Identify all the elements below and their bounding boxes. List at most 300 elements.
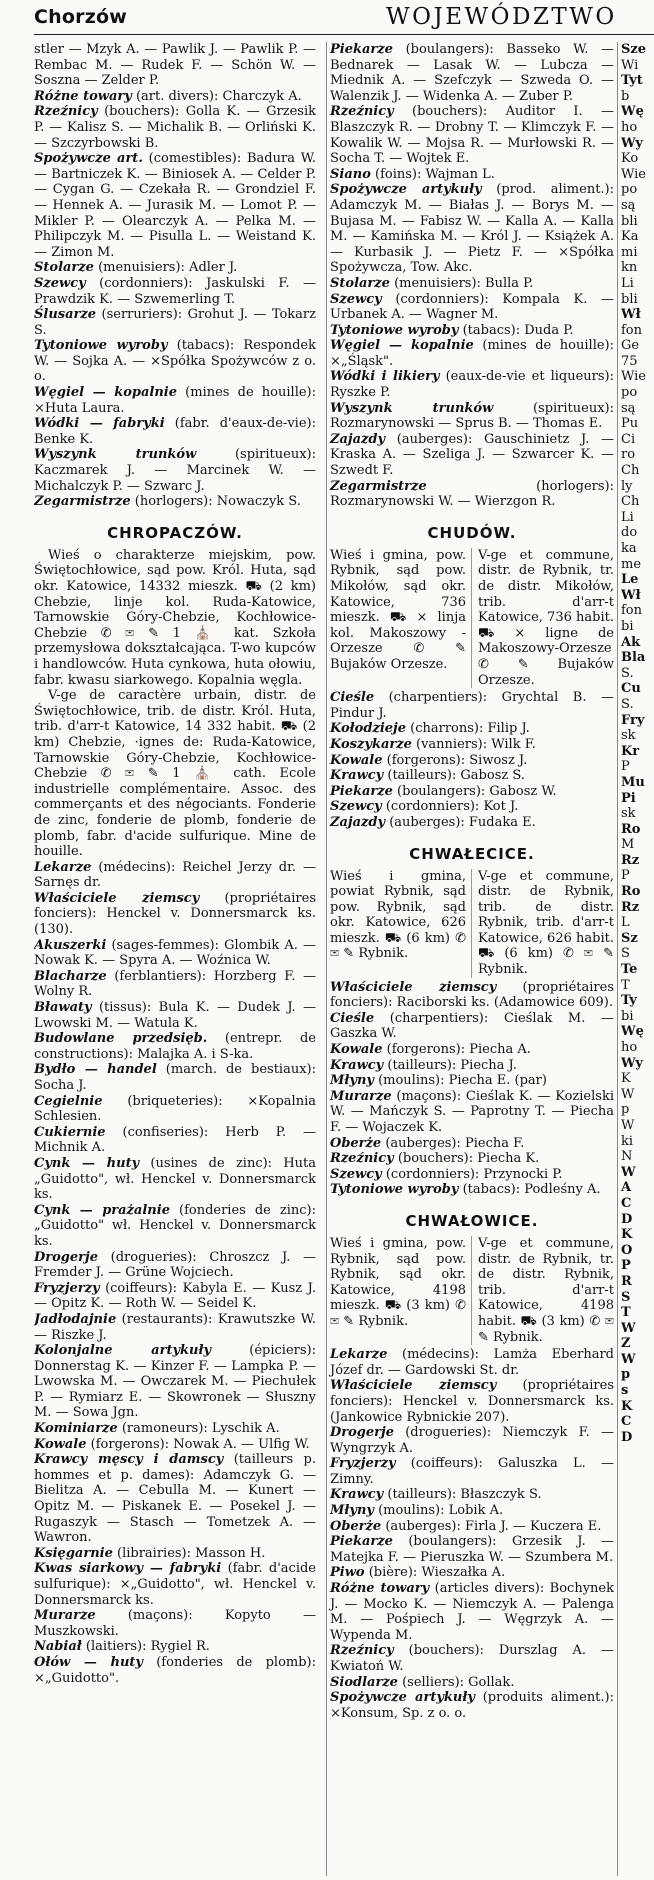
entry-category: Szewcy (34, 275, 86, 291)
entry-text: (médecins): Reichel Jerzy dr. — Sarnęs dr. (34, 859, 316, 891)
entry-category: Siodlarze (330, 1674, 398, 1690)
entry-text: (articles divers): Bochynek J. — Mocko K. — Niemczyk A. — Palenga M. — Pośpiech J. — Węgrzyk A. — Wypenda M. (330, 1581, 614, 1643)
entry-category: Tytoniowe wyroby (34, 338, 168, 354)
directory-entry (330, 1487, 614, 1503)
entry-text: (épiciers): Donnerstag K. — Kinzer F. — Lampka P. — Lwowska M. — Owczarek M. — Piechułek P. — Rymiarz E. — Skowronek — Słuszny M. — Sowa Jgn. (34, 1343, 316, 1421)
entry-category: Węgiel — kopalnie (330, 338, 474, 354)
directory-entry (34, 494, 316, 510)
entry-text: (march. de bestiaux): Socha J. (34, 1062, 316, 1093)
entry-category: Krawcy męscy i damscy (34, 1452, 224, 1468)
directory-entry (330, 768, 614, 784)
entry-category: Rzeźnicy (330, 1151, 394, 1167)
entry-category: Stolarze (330, 275, 390, 291)
entry-category: Krawcy (330, 1487, 384, 1503)
cut-off-fragment: Rz (621, 899, 640, 915)
cut-off-fragment: sk (621, 806, 636, 822)
entry-text: (fonderies de plomb): ×„Guidotto". (34, 1654, 316, 1686)
directory-entry (330, 1675, 614, 1691)
cut-off-fragment: Kr (621, 743, 640, 759)
entry-text: (foins): Wajman L. (370, 166, 495, 182)
entry-category: Kowale (330, 752, 383, 768)
entry-text: (briqueteries): ×Kopalnia Schlesien. (34, 1093, 316, 1125)
directory-entry (34, 1156, 316, 1203)
directory-entry (330, 1167, 614, 1183)
entry-category: Kolonjalne artykuły (34, 1343, 212, 1359)
cut-off-fragment: K (621, 1398, 633, 1414)
entry-text: (bouchers): Golla K. — Grzesik P. — Kalisz S. — Michalik B. — Orliński K. — Szczyrbowski B. (34, 104, 316, 151)
cut-off-fragment: T (621, 1305, 631, 1321)
cut-off-fragment: O (621, 1242, 633, 1258)
cut-off-fragment: po (621, 385, 638, 401)
entry-category: Różne towary (330, 1581, 430, 1597)
directory-entry (330, 690, 614, 721)
cut-off-fragment: Wi (621, 57, 639, 73)
directory-entry (34, 447, 316, 494)
cut-off-fragment: Bla (621, 650, 646, 666)
directory-entry (34, 385, 316, 416)
locality-description: V-ge de caractère urbain, distr. de Świętochłowice, trib. de distr. Król. Huta, trib. d'arr-t Katowice, 14 332 habit. ⛟ (2 km) Chebzie, ·ignes de: Ruda-Katowice, Tarnowskie Góry-Chebzie, Kochłowice-Chebzie ✆ ✉ ✎ 1 ⛪ cath. Ecole industrielle complémentaire. Assoc. des commerçants et des négociants. Fonderie de zinc, fonderie de plomb, fonderie de plomb, fabr. d'acide sulfurique. Mine de houille. (34, 688, 316, 860)
cut-off-fragment: kn (621, 260, 638, 276)
cut-off-fragment: sk (621, 728, 636, 744)
entry-category: Zajazdy (330, 814, 386, 830)
entry-category: Piekarze (330, 1534, 393, 1550)
cut-off-fragment: są (621, 400, 636, 416)
cut-off-fragment: są (621, 197, 636, 213)
entry-text: (boulangers): Basseko W. — Bednarek — Lasak W. — Lubcza — Miednik A. — Szefczyk — Szweda O. — Walenzik J. — Widenka A. — Zuber P. (330, 42, 614, 104)
entry-category: Cieśle (330, 1010, 375, 1026)
cut-off-fragment: R (621, 1273, 632, 1289)
directory-entry (330, 1378, 614, 1425)
directory-entry (330, 1042, 614, 1058)
entry-category: Szewcy (330, 291, 382, 307)
directory-entry (330, 292, 614, 323)
entry-category: Krawcy (330, 1057, 384, 1073)
cut-off-fragment: S (621, 1289, 631, 1305)
directory-entry (34, 1000, 316, 1031)
cut-off-fragment: P (621, 1258, 631, 1274)
entry-category: Tytoniowe wyroby (330, 1182, 459, 1198)
entry-text: (librairies): Masson H. (112, 1545, 266, 1561)
entry-category: Budowlane przedsięb. (34, 1031, 208, 1047)
directory-entry (34, 260, 316, 276)
cut-off-fragment: po (621, 182, 638, 198)
cut-off-fragment: Ko (621, 151, 639, 167)
cut-off-fragment: b (621, 88, 630, 104)
entry-text: stler — Mzyk A. — Pawlik J. — Pawlik P. — Rembac M. — Rudek F. — Schön W. — Soszna — Zelder P. (34, 42, 316, 89)
locality-heading: CHUDÓW. (427, 523, 517, 542)
entry-category: Wyszynk trunków (330, 400, 494, 416)
entry-category: Zegarmistrze (330, 478, 427, 494)
cut-off-fragment: C (621, 1414, 632, 1430)
cut-off-fragment: s (621, 1383, 629, 1399)
cut-off-fragment: Wy (621, 1055, 643, 1071)
entry-category: Fryzjerzy (330, 1456, 396, 1472)
entry-text: (charpentiers): Cieślak M. — Gaszka W. (330, 1010, 614, 1042)
entry-text: (menuisiers): Adler J. (93, 260, 238, 276)
directory-entry (330, 721, 614, 737)
description-polish: Wieś i gmina, pow. Rybnik, sąd pow. Rybnik, sąd okr. Katowice, 4198 mieszk. ⛟ (3 km) ✆ ✉ ✎ Rybnik. (330, 1236, 472, 1345)
entry-category: Stolarze (34, 260, 94, 276)
entry-text: (tabacs): Respondek W. — Sojka A. — ×Spółka Spożywców z o. o. (34, 338, 316, 385)
entry-text: (forgerons): Siwosz J. (382, 752, 528, 768)
entry-text: (auberges): Piecha F. (381, 1135, 525, 1151)
directory-entry (330, 1151, 614, 1167)
entry-text: (usines de zinc): Huta „Guidotto", wł. Henckel v. Donnersmarck ks. (34, 1155, 316, 1203)
entry-text: (fonderies de zinc): „Guidotto" wł. Henckel v. Donnersmarck ks. (34, 1202, 316, 1249)
cut-off-fragment: Cu (621, 681, 641, 697)
cut-off-fragment: ka (621, 541, 637, 556)
entry-category: Zegarmistrze (34, 494, 131, 510)
directory-entry (330, 369, 614, 400)
entry-category: Rzeźnicy (330, 1643, 394, 1659)
entry-category: Cukiernie (34, 1124, 106, 1140)
cut-off-fragment: Wę (621, 1024, 644, 1040)
entry-text: (mines de houille): ×Huta Laura. (34, 385, 316, 416)
cut-off-fragment: T (621, 977, 630, 993)
cut-off-fragment: ki (621, 1133, 634, 1149)
directory-entry (330, 1456, 614, 1487)
entry-category: Kwas siarkowy — fabryki (34, 1561, 222, 1577)
entry-category: Murarze (330, 1088, 392, 1104)
locality-description: Wieś o charakterze miejskim, pow. Świętochłowice, sąd pow. Król. Huta, sąd okr. Katowice, 14332 mieszk. ⛟ (2 km) Chebzie, linje kol. Ruda-Katowice, Tarnowskie Góry-Chebzie, Kochłowice-Chebzie ✆ ✉ ✎ 1 ⛪ kat. Szkoła przemysłowa dokształcająca. T-wo kupców i handlowców. Huta cynkowa, huta ołowiu, fabr. kwasu siarkowego. Kopalnia węgla. (34, 547, 316, 688)
directory-entry (34, 860, 316, 891)
entry-category: Młyny (330, 1073, 374, 1089)
entry-category: Lekarze (34, 859, 92, 875)
cut-off-fragment: N (621, 1149, 633, 1165)
entry-text: (spiritueux): Rozmarynowski — Sprus B. — Thomas E. (330, 400, 614, 432)
directory-entry (330, 167, 614, 183)
description-french: V-ge et commune, distr. de Rybnik, tr. de distr. Mikołów, trib. d'arr-t Katowice, 736 habit. ⛟ × ligne de Makoszowy-Orzesze ✆ ✎ Bujaków Orzesze. (478, 547, 614, 688)
entry-category: Wyszynk trunków (34, 447, 197, 463)
cut-off-fragment: ro (621, 447, 636, 463)
cut-off-fragment: W (621, 1086, 635, 1102)
entry-text: (cordonniers): Kompala K. — Urbanek A. — Wagner M. (330, 291, 614, 323)
directory-entry (330, 1425, 614, 1456)
cut-off-fragment: Ty (621, 993, 637, 1009)
entry-text: (tailleurs): Gabosz S. (383, 768, 525, 784)
cut-off-fragment: Li (621, 275, 634, 291)
entry-text: (médecins): Lamża Eberhard Józef dr. — Gardowski St. dr. (330, 1347, 614, 1378)
directory-entry (330, 1503, 614, 1519)
column-left (34, 42, 316, 1876)
entry-category: Właściciele ziemscy (330, 979, 497, 995)
cut-off-fragment: D (621, 1429, 633, 1445)
directory-entry (330, 1347, 614, 1378)
directory-entry (330, 401, 614, 432)
entry-text: (forgerons): Nowak A. — Ulfig W. (86, 1436, 310, 1452)
cut-off-fragment: Tyt (621, 73, 643, 89)
entry-text: (auberges): Gauschinietz J. — Kraska A. — Szeliga J. — Szwarcer K. — Szwedt F. (330, 431, 614, 479)
cut-off-fragment: Rz (621, 852, 640, 868)
entry-text: (ferblantiers): Horzberg F. — Wolny R. (34, 968, 316, 1000)
cut-off-fragment: D (621, 1211, 633, 1227)
entry-text: (serruriers): Grohut J. — Tokarz S. (34, 307, 316, 338)
entry-text: (propriétaires fonciers): Henckel v. Donnersmarck ks. (130). (34, 890, 316, 938)
entry-text: (fabr. d'acide sulfurique): ×„Guidotto", wł. Henckel v. Donnersmarck ks. (34, 1561, 316, 1608)
entry-text: (moulins): Lobik A. (373, 1503, 504, 1519)
entry-text: (charpentiers): Grychtal B. — Pindur J. (330, 690, 614, 721)
entry-text: (moulins): Piecha E. (par) (373, 1073, 547, 1089)
cut-off-fragment: Le (621, 572, 639, 588)
entry-text: (tailleurs): Błaszczyk S. (383, 1487, 542, 1503)
entry-category: Spożywcze art. (34, 151, 143, 167)
directory-entry (330, 323, 614, 339)
cut-off-fragment: p (621, 1102, 630, 1118)
cut-off-fragment: P (621, 868, 630, 884)
cut-off-fragment: bli (621, 291, 638, 307)
entry-category: Różne towary (34, 88, 132, 104)
entry-text: (laitiers): Rygiel R. (81, 1639, 210, 1655)
directory-entry (330, 432, 614, 479)
directory-entry (34, 1437, 316, 1453)
entry-text: (boulangers): Grzesik J. — Matejka F. — Pieruszka W. — Szumbera M. (330, 1534, 614, 1565)
entry-category: Bławaty (34, 1000, 92, 1016)
entry-category: Ołów — huty (34, 1654, 143, 1670)
cut-off-fragment: Ro (621, 884, 641, 900)
cut-off-fragment: Wie (621, 369, 646, 385)
entry-category: Rzeźnicy (330, 104, 394, 120)
directory-entry (330, 784, 614, 800)
entry-text: (charrons): Filip J. (406, 721, 530, 737)
entry-category: Spożywcze artykuły (330, 182, 482, 198)
directory-entry (34, 1452, 316, 1546)
entry-text: (tailleurs p. hommes et p. dames): Adamczyk G. — Bielitza A. — Cebulla M. — Kunert — Opitz M. — Piskanek E. — Posekel J. — Rugaszyk — Stasch — Tometzek A. — Wawron. (34, 1452, 316, 1546)
directory-entry (34, 151, 316, 260)
locality-description-bilingual (330, 1236, 614, 1345)
cut-off-fragment: A (621, 1180, 632, 1196)
entry-text: (comestibles): Badura W. — Bartniczek K. — Biniosek A. — Celder P. — Cygan G. — Czekała R. — Grondziel F. — Hennek A. — Jurasik M. — Lomot P. — Mikler P. — Olearczyk A. — Pelka M. — Philipczyk M. — Pisulla L. — Weistand K. — Zimon M. (34, 151, 316, 260)
directory-entry (330, 1073, 614, 1089)
directory-entry (34, 1312, 316, 1343)
entry-text: (entrepr. de constructions): Malajka A. i S-ka. (34, 1031, 316, 1062)
entry-category: Szewcy (330, 799, 382, 815)
entry-category: Węgiel — kopalnie (34, 385, 178, 401)
directory-entry (330, 42, 614, 104)
entry-text: (selliers): Gollak. (397, 1674, 515, 1690)
cut-off-fragment: do (621, 525, 638, 541)
directory-entry (34, 891, 316, 938)
description-polish: Wieś i gmina, powiat Rybnik, sąd pow. Rybnik, sąd okr. Katowice, 626 mieszk. ⛟ (6 km) ✆ ✉ ✎ Rybnik. (330, 869, 472, 978)
entry-text: (produits aliment.): ×Konsum, Sp. z o. o. (330, 1690, 614, 1721)
entry-text: (prod. aliment.): Adamczyk M. — Białas J. — Borys M. — Bujasa M. — Fabisz W. — Kalla A. — Kalla M. — Kamińska M. — Król J. — Książek A. — Kurbasik J. — Pietz F. — ×Spółka Spożywcza, Tow. Akc. (330, 182, 614, 276)
entry-text: (art. divers): Charczyk A. (131, 88, 302, 104)
directory-entry (330, 1519, 614, 1535)
directory-entry (330, 1011, 614, 1042)
directory-entry (34, 416, 316, 447)
cut-off-fragment: W (621, 1351, 636, 1367)
cut-off-fragment: P (621, 759, 630, 775)
directory-entry (34, 969, 316, 1000)
entry-category: Ślusarze (34, 307, 97, 323)
directory-entry (34, 104, 316, 151)
entry-text: (auberges): Firla J. — Kuczera E. (381, 1518, 602, 1534)
entry-text: (ramoneurs): Lyschik A. (117, 1421, 280, 1437)
cut-off-fragment: M (621, 837, 635, 853)
entry-category: Oberże (330, 1518, 382, 1534)
directory-entry (34, 938, 316, 969)
directory-entry (34, 338, 316, 385)
entry-category: Murarze (34, 1608, 96, 1624)
entry-text: (cordonniers): Przynocki P. (381, 1166, 563, 1182)
directory-entry (330, 753, 614, 769)
entry-text: (propriétaires fonciers): Henckel v. Donnersmarck ks. (Jankowice Rybnickie 207). (330, 1378, 614, 1425)
directory-entry (34, 1062, 316, 1093)
entry-text: (maçons): Kopyto — Muszkowski. (34, 1608, 316, 1639)
entry-text: (eaux-de-vie et liqueurs): Ryszke P. (330, 369, 614, 401)
column-middle (326, 42, 614, 1876)
entry-text: (maçons): Cieślak K. — Kozielski W. — Mańczyk S. — Paprotny T. — Piecha F. — Wojaczek K. (330, 1088, 614, 1135)
directory-entry (34, 89, 316, 105)
entry-category: Blacharze (34, 968, 107, 984)
locality-heading: CHWAŁECICE. (409, 844, 535, 863)
entry-text: (spiritueux): Kaczmarek J. — Marcinek W. — Michalczyk P. — Szwarc J. (34, 447, 316, 494)
cut-off-fragment: Pi (621, 790, 636, 806)
directory-entry (330, 980, 614, 1011)
cut-off-fragment: ho (621, 119, 638, 135)
entry-category: Piekarze (330, 42, 393, 57)
directory-entry (330, 815, 614, 831)
directory-entry (34, 1546, 316, 1562)
entry-category: Kołodzieje (330, 721, 407, 737)
cut-off-fragment: me (621, 556, 642, 572)
directory-entry (330, 1182, 614, 1198)
directory-entry (34, 1421, 316, 1437)
cut-off-fragment: mi (621, 244, 638, 260)
entry-category: Fryzjerzy (34, 1280, 100, 1296)
cut-off-fragment: Ci (621, 431, 636, 447)
entry-category: Bydło — handel (34, 1062, 157, 1078)
entry-text: (vanniers): Wilk F. (411, 736, 536, 752)
cut-off-fragment: W (621, 1117, 635, 1133)
entry-category: Kowale (34, 1436, 87, 1452)
locality-description-bilingual (330, 548, 614, 688)
directory-entry (34, 1094, 316, 1125)
cut-off-fragment: W (621, 1164, 636, 1180)
entry-text: (restaurants): Krawutszke W. — Riszke J. (34, 1311, 316, 1343)
entry-category: Wódki — fabryki (34, 416, 165, 432)
directory-entry (34, 1031, 316, 1062)
directory-entry (330, 182, 614, 276)
cut-off-fragment: K (621, 1071, 631, 1087)
page-header (34, 0, 654, 35)
directory-entry (34, 1608, 316, 1639)
cut-off-fragment: Li (621, 509, 634, 525)
entry-text: (bouchers): Piecha K. (393, 1151, 540, 1167)
cut-off-fragment: ho (621, 1040, 638, 1055)
cut-off-fragment: bi (621, 1008, 634, 1024)
cut-off-fragment: ly (621, 478, 633, 494)
directory-entry (34, 1250, 316, 1281)
entry-category: Jadłodajnie (34, 1311, 117, 1327)
cut-off-fragment: Wie (621, 166, 646, 182)
entry-text: (drogueries): Chroszcz J. — Fremder J. — Grüne Wojciech. (34, 1249, 316, 1281)
entry-text: (mines de houille): ×„Śląsk". (330, 338, 614, 369)
cut-off-fragment: Pu (621, 416, 639, 432)
description-polish: Wieś i gmina, pow. Rybnik, sąd pow. Mikołów, sąd okr. Katowice, 736 mieszk. ⛟ × linja kol. Makoszowy - Orzesze ✆ ✎ Bujaków Orzesze. (330, 548, 472, 688)
entry-text: (cordonniers): Kot J. (381, 799, 519, 815)
entry-category: Spożywcze artykuły (330, 1690, 475, 1706)
directory-entry (330, 737, 614, 753)
cut-off-fragment: Ch (621, 494, 640, 510)
cut-off-fragment: W (621, 1320, 636, 1336)
entry-category: Cieśle (330, 690, 375, 706)
entry-text: (tabacs): Podleśny A. (458, 1182, 601, 1198)
cut-off-fragment: Fry (621, 712, 645, 728)
entry-category: Rzeźnicy (34, 104, 98, 120)
locality-heading: CHWAŁOWICE. (405, 1211, 539, 1230)
cut-off-fragment: Ka (621, 229, 639, 245)
entry-category: Tytoniowe wyroby (330, 322, 459, 338)
cut-off-fragment: Wy (621, 135, 643, 151)
cut-off-fragment: Ak (621, 634, 641, 650)
directory-entry (330, 1534, 614, 1565)
entry-category: Siano (330, 166, 371, 182)
cut-off-fragment: Mu (621, 774, 645, 790)
entry-text: (coiffeurs): Kabyla E. — Kusz J. — Opitz K. — Roth W. — Seidel K. (34, 1280, 316, 1312)
entry-text: (tailleurs): Piecha J. (383, 1057, 517, 1073)
entry-text: (horlogers): Rozmarynowski W. — Wierzgon R. (330, 478, 614, 510)
entry-category: Akuszerki (34, 937, 107, 953)
entry-text: (tabacs): Duda P. (458, 322, 574, 338)
entry-category: Wódki i likiery (330, 369, 440, 385)
cut-off-fragment: Sz (621, 930, 638, 946)
entry-category: Kominiarze (34, 1421, 118, 1437)
directory-entry (34, 276, 316, 307)
entry-category: Koszykarze (330, 736, 412, 752)
cut-off-fragment: Te (621, 962, 638, 978)
cut-off-fragment: Z (621, 1336, 631, 1352)
directory-entry (34, 1125, 316, 1156)
directory-entry (330, 479, 614, 510)
entry-category: Lekarze (330, 1347, 388, 1363)
directory-entry (34, 1343, 316, 1421)
cut-off-fragment: S (621, 946, 630, 962)
cut-off-fragment: Ch (621, 463, 640, 479)
entry-category: Oberże (330, 1135, 382, 1151)
cut-off-fragment: Wł (621, 587, 641, 603)
entry-text: (coiffeurs): Galuszka L. — Zimny. (330, 1456, 614, 1487)
entry-text: (auberges): Fudaka E. (385, 814, 536, 830)
entry-text: (horlogers): Nowaczyk S. (130, 494, 301, 510)
directory-entry (34, 1203, 316, 1250)
cut-off-fragment: 75 (621, 353, 638, 369)
directory-entry (330, 1058, 614, 1074)
cut-off-fragment: Wł (621, 307, 641, 323)
entry-text: (bouchers): Durszlag A. — Kwiatoń W. (330, 1643, 614, 1674)
cut-off-fragment: Sze (621, 42, 647, 57)
entry-category: Cynk — huty (34, 1155, 140, 1171)
directory-entry (330, 1690, 614, 1721)
entry-text: (menuisiers): Bulla P. (389, 275, 534, 291)
cut-off-fragment: Ge (621, 338, 640, 354)
directory-entry (330, 104, 614, 166)
directory-entry (34, 1561, 316, 1608)
cut-off-fragment: fon (621, 322, 643, 338)
entry-text: (tissus): Bula K. — Dudek J. — Lwowski M. — Watula K. (34, 1000, 316, 1031)
directory-entry (330, 1581, 614, 1643)
entry-text: (drogueries): Niemczyk F. — Wyngrzyk A. (330, 1425, 614, 1456)
directory-entry (330, 1565, 614, 1581)
entry-category: Właściciele ziemscy (34, 890, 200, 906)
entry-category: Kowale (330, 1042, 383, 1058)
directory-entry (34, 1639, 316, 1655)
entry-category: Nabiał (34, 1639, 82, 1655)
entry-category: Młyny (330, 1503, 374, 1519)
directory-entry (330, 276, 614, 292)
entry-text: (sages-femmes): Glombik A. — Nowak K. — Spyra A. — Woźnica W. (34, 937, 316, 969)
description-french: V-ge et commune, distr. de Rybnik, tr. de distr. Rybnik, trib. d'arr-t Katowice, 4198 habit. ⛟ (3 km) ✆ ✉ ✎ Rybnik. (478, 1235, 614, 1345)
entry-category: Krawcy (330, 768, 384, 784)
